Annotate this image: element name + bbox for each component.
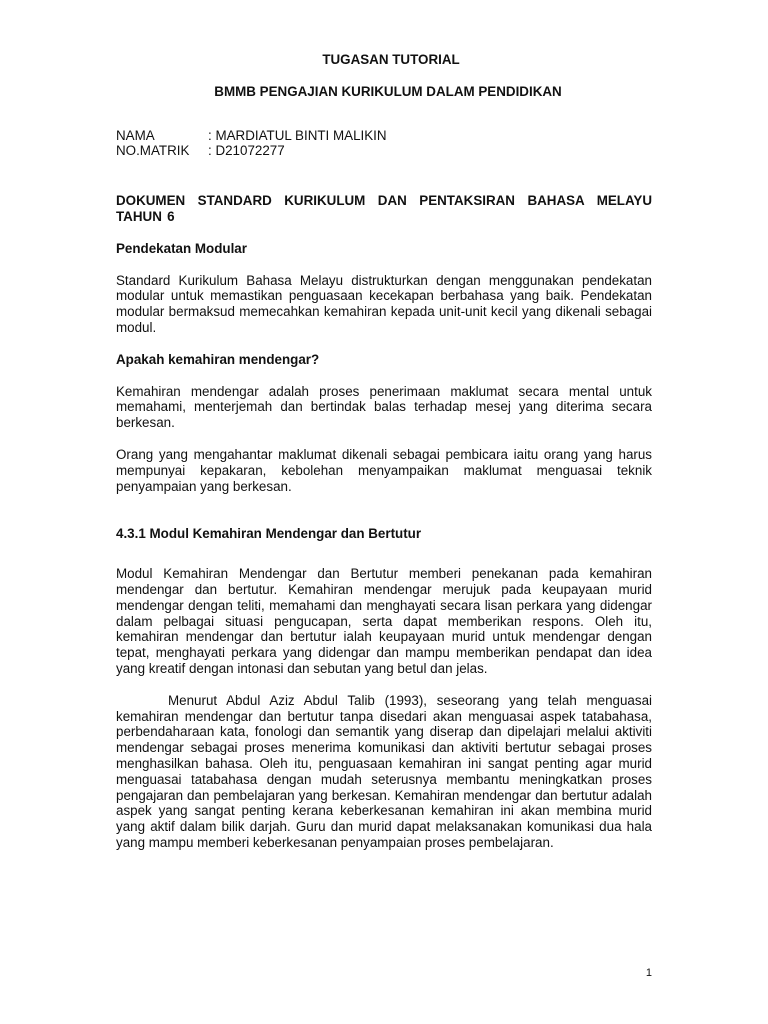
module-paragraph-2: Menurut Abdul Aziz Abdul Talib (1993), seseorang yang telah menguasai kemahiran mendengar dan bertutur tanpa disedari akan menguasai aspek tatabahasa, perbendaharaan kata, fonologi dan semantik yang diserap dan dipelajari melalui aktiviti mendengar sebagai proses menerima komunikasi dan aktiviti bertutur sebagai proses menghasilkan bahasa. Oleh itu, penguasaan kemahiran ini sangat penting agar murid menguasai tatabahasa dengan mudah seterusnya membantu meningkatkan proses pengajaran dan pembelajaran yang berkesan. Kemahiran mendengar dan bertutur adalah aspek yang sangat penting kerana keberkesanan kemahiran ini akan membina murid yang aktif dalam bilik darjah. Guru dan murid dapat melaksanakan komunikasi dua hala yang mampu memberi keberkesanan penyampaian proses pembelajaran. (116, 692, 652, 850)
listening-paragraph-1: Kemahiran mendengar adalah proses penerimaan maklumat secara mental untuk memahami, menterjemah dan bertindak balas terhadap mesej yang diterima secara berkesan. (116, 383, 652, 431)
matric-value: : D21072277 (208, 143, 285, 159)
curriculum-document-heading: DOKUMEN STANDARD KURIKULUM DAN PENTAKSIRAN BAHASA MELAYU TAHUN 6 (116, 193, 652, 224)
name-label: NAMA (116, 127, 155, 143)
section-heading-module-431: 4.3.1 Modul Kemahiran Mendengar dan Bertutur (116, 526, 422, 542)
student-info (116, 128, 387, 160)
student-matric-row (116, 143, 387, 159)
matric-label: NO.MATRIK (116, 143, 190, 159)
page-number: 1 (645, 967, 652, 979)
name-value: : MARDIATUL BINTI MALIKIN (208, 127, 387, 143)
course-title: BMMB PENGAJIAN KURIKULUM DALAM PENDIDIKAN (214, 83, 562, 99)
page-content (116, 52, 652, 851)
section-heading-modular: Pendekatan Modular (116, 240, 247, 256)
module-paragraph-1: Modul Kemahiran Mendengar dan Bertutur memberi penekanan pada kemahiran mendengar dan bertutur. Kemahiran mendengar merujuk pada keupayaan murid mendengar dengan teliti, memahami dan menghayati secara lisan perkara yang didengar dalam pelbagai situasi pengucapan, serta dapat memberikan respons. Oleh itu, kemahiran mendengar dan bertutur ialah keupayaan murid untuk mendengar dengan tepat, menghayati perkara yang didengar dan mampu memberikan pendapat dan idea yang kreatif dengan intonasi dan sebutan yang betul dan jelas. (116, 566, 652, 676)
document-title: TUGASAN TUTORIAL (322, 52, 460, 67)
student-name-row (116, 128, 387, 144)
section-heading-listening: Apakah kemahiran mendengar? (116, 351, 320, 367)
modular-paragraph: Standard Kurikulum Bahasa Melayu distrukturkan dengan menggunakan pendekatan modular untuk memastikan penguasaan kecekapan berbahasa yang baik. Pendekatan modular bermaksud memecahkan kemahiran kepada unit-unit kecil yang dikenali sebagai modul. (116, 272, 652, 335)
listening-paragraph-2: Orang yang mengahantar maklumat dikenali sebagai pembicara iaitu orang yang harus mempunyai kepakaran, kebolehan menyampaikan maklumat menguasai teknik penyampaian yang berkesan. (116, 446, 652, 494)
